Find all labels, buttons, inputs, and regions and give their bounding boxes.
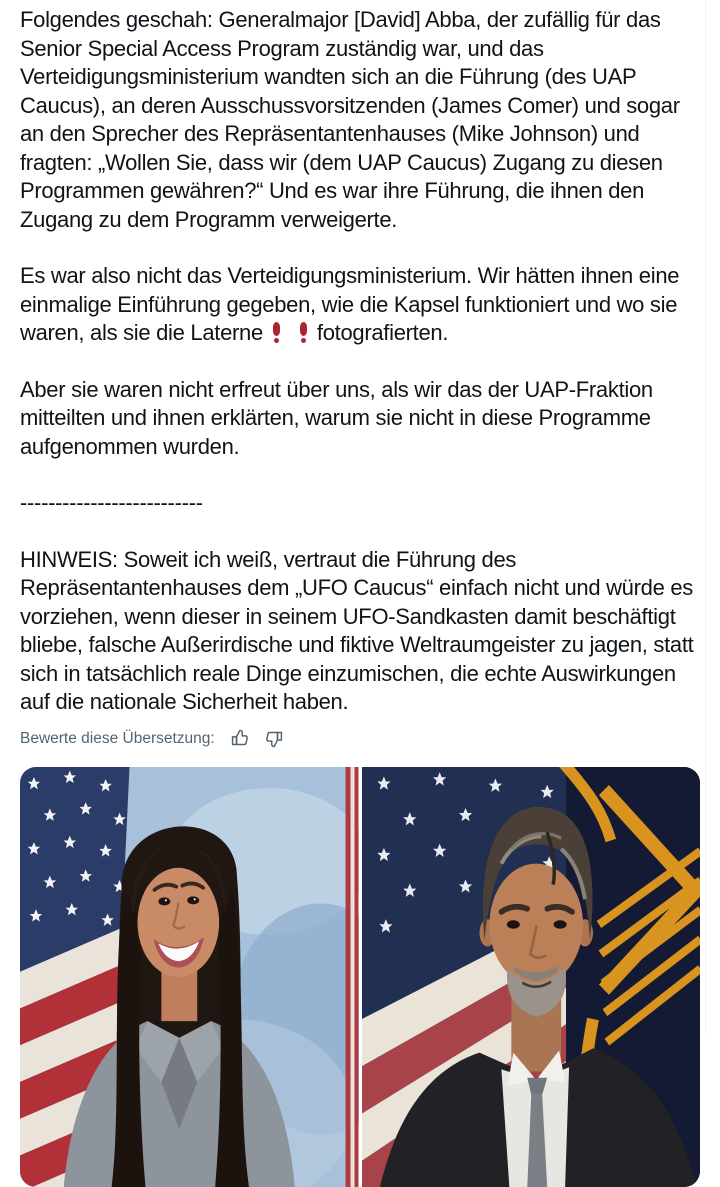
post-paragraph-2 <box>20 262 698 348</box>
portrait-left[interactable] <box>20 767 359 1187</box>
exclamation-mark-icon <box>272 322 281 343</box>
post-paragraph-1: Folgendes geschah: Generalmajor [David] Abba, der zufällig für das Senior Special Access Program zuständig war, und das Verteidigungsministerium wandten sich an die Führung (des UAP Caucus), an deren Ausschussvorsitzenden (James Comer) und sogar an den Sprecher des Repräsentantenhauses (Mike Johnson) und fragten: „Wollen Sie, dass wir (dem UAP Caucus) Zugang zu diesen Programmen gewähren?“ Und es war ihre Führung, die ihnen den Zugang zu dem Programm verweigerte. <box>20 7 680 232</box>
post-paragraph-3: Aber sie waren nicht erfreut über uns, als wir das der UAP-Fraktion mitteilten und ihnen erklärten, warum sie nicht in diese Programme aufgenommen wurden. <box>20 376 653 459</box>
rating-prompt-label: Bewerte diese Übersetzung: <box>20 729 215 747</box>
post-body <box>20 6 693 717</box>
portrait-left-illustration <box>20 767 359 1187</box>
portrait-right[interactable] <box>362 767 701 1187</box>
portrait-right-illustration <box>362 767 701 1187</box>
thumbs-up-icon <box>229 728 250 749</box>
attached-photo[interactable] <box>20 767 700 1187</box>
thumbs-up-button[interactable] <box>229 728 250 749</box>
thumbs-down-button[interactable] <box>264 728 285 749</box>
dashed-divider: -------------------------- <box>20 490 203 515</box>
paragraph-2-text-before: Es war also nicht das Verteidigungsministerium. Wir hätten ihnen eine einmalige Einführung gegeben, wie die Kapsel funktioniert und wo sie waren, als sie die Laterne <box>20 263 680 345</box>
post-paragraph-4: HINWEIS: Soweit ich weiß, vertraut die Führung des Repräsentantenhauses dem „UFO Caucus“ einfach nicht und würde es vorziehen, wenn dieser in seinem UFO-Sandkasten damit beschäftigt bliebe, falsche Außerirdische und fiktive Weltraumgeister zu jagen, statt sich in tatsächlich reale Dinge einzumischen, die echte Auswirkungen auf die nationale Sicherheit haben. <box>20 546 694 714</box>
paragraph-2-text-after: fotografierten. <box>316 320 449 345</box>
exclamation-mark-icon <box>299 322 308 343</box>
translation-rating-bar <box>20 727 693 751</box>
thumbs-down-icon <box>264 728 285 749</box>
